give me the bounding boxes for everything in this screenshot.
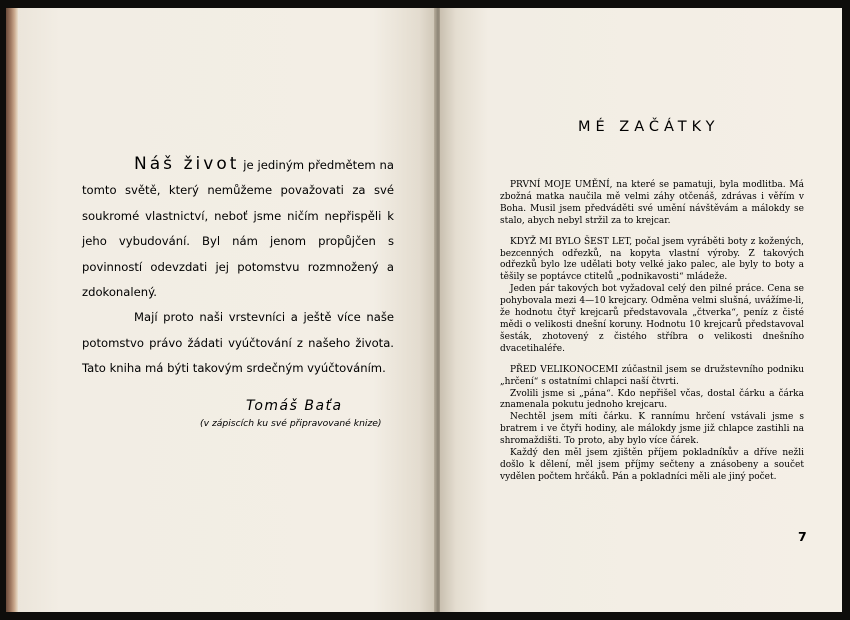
motto-lead-word: Náš život (134, 154, 240, 174)
page-number: 7 (798, 529, 807, 544)
motto-paragraph-2: Mají proto naši vrstevníci a ještě více naše potomstvo právo žádati vyúčtování z našeho života. Tato kniha má býti takovým srdečným vyúčtováním. (82, 310, 394, 376)
chapter-title: MÉ ZAČÁTKY (578, 119, 720, 135)
body-paragraph: PRVNÍ MOJE UMĚNÍ, na které se pamatuji, byla modlitba. Má zbožná matka naučila mě velmi záhy otčenáš, zdrávas i věřím v Boha. Musil jsem předváděti své umění návštěvám a málokdy se stalo, abych nebyl stržil za to krejcar. (500, 180, 804, 226)
body-paragraph: PŘED VELIKONOCEMI zúčastnil jsem se družstevního podniku „hrčení“ s ostatními chlapci naší čtvrti. (500, 364, 804, 387)
chapter-body (500, 180, 804, 484)
signature-note: (v zápiscích ku své připravované knize) (200, 418, 382, 429)
signature: Tomáš Baťa (246, 398, 343, 414)
book-cover-edge (6, 8, 18, 612)
motto-paragraph-1-text: je jediným předmětem na tomto světě, který nemůžeme považovati za své soukromé vlastnictví, neboť jsme ničím nepřispěli k jeho vybudování. Byl nám jenom propůjčen s povinností odevzdati jej potomstvu rozmnožený a zdokonalený. (82, 158, 395, 300)
body-paragraph: KDYŽ MI BYLO ŠEST LET, počal jsem vyráběti boty z kožených, bezcenných odřezků, na kopyta vlastní výroby. Z takových odřezků bylo lze udělati boty velké jako palec, ale byly to boty a těšily se poptávce ctitelů „podnikavosti“ mládeže. (500, 236, 804, 283)
body-paragraph: Zvolili jsme si „pána“. Kdo nepřišel včas, dostal čárku a čárka znamenala pokutu jednoho krejcaru. (500, 388, 804, 411)
body-paragraph: Nechtěl jsem míti čárku. K rannímu hrčení vstávali jsme s bratrem i ve čtyři hodiny, ale málokdy jsme již chlapce zastihli na shromaždišti. To proto, aby bylo více čárek. (500, 412, 804, 447)
body-paragraph: Jeden pár takových bot vyžadoval celý den pilné práce. Cena se pohybovala mezi 4—10 krejcary. Odměna velmi slušná, uvážíme-li, že hodnotu čtyř krejcarů představovala „čtverka“, peníz z čisté mědi o velikosti dnešní koruny. Hodnotu 10 krejcarů představoval šesták, zhotovený z čistého stříbra o velikosti dnešního dvacetihaléře. (500, 284, 804, 354)
motto-text (82, 152, 394, 382)
motto-paragraph-1 (82, 152, 394, 305)
body-paragraph: Každý den měl jsem zjištěn příjem pokladníkův a dříve nežli došlo k dělení, měl jsem příjmy sečteny a znásobeny a součet vydělen počtem hrčáků. Pán a pokladníci měli ale jiný počet. (500, 448, 804, 482)
